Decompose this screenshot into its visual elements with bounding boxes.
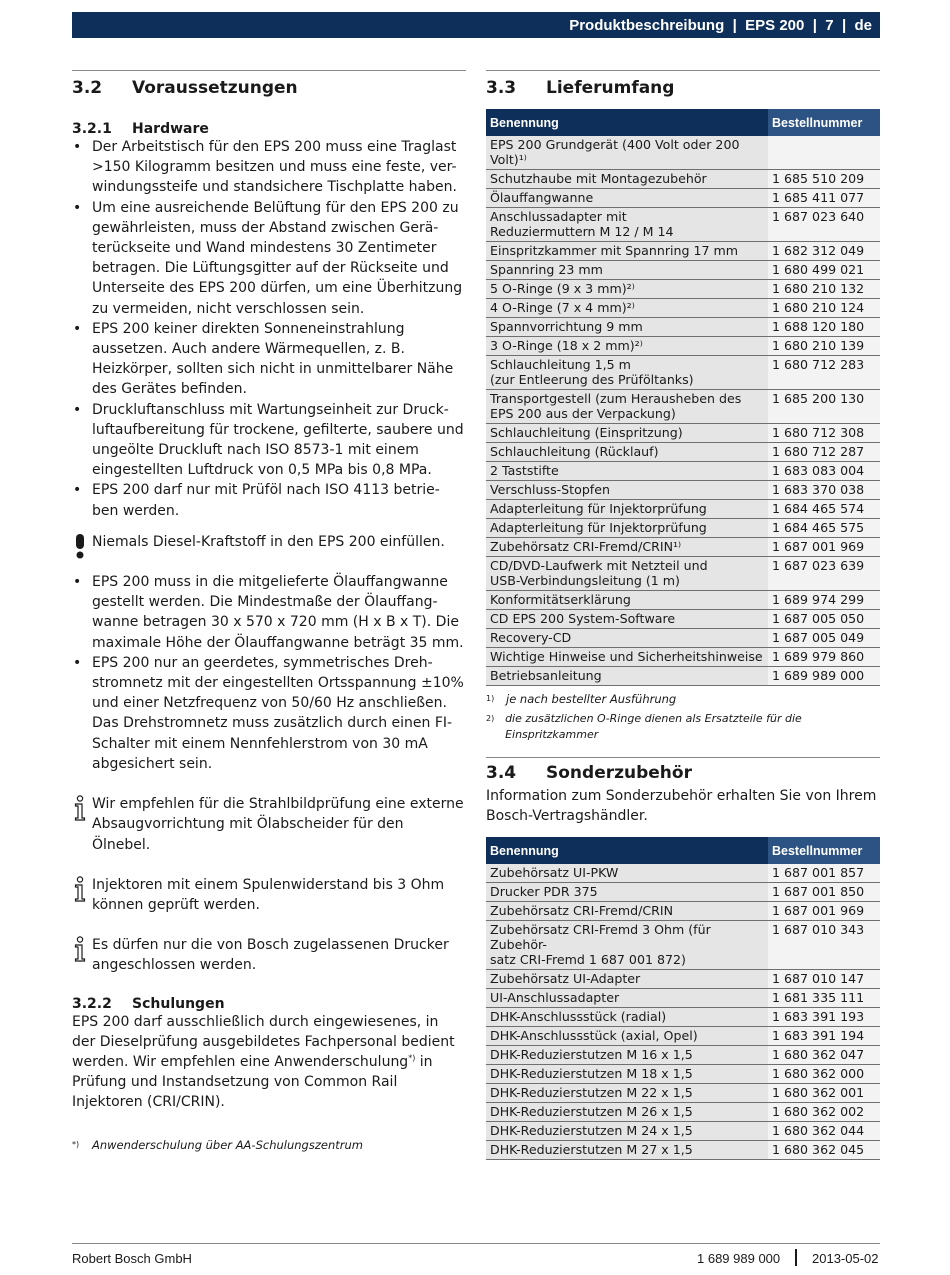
part-name-cell: Ölauffangwanne [486,189,768,208]
table-row [486,591,880,610]
table-row [486,242,880,261]
part-name-cell: 5 O-Ringe (9 x 3 mm)²⁾ [486,280,768,299]
order-number-cell: 1 687 023 640 [768,208,880,242]
table-row [486,280,880,299]
part-name-cell: Drucker PDR 375 [486,883,768,902]
section-rule [72,70,466,71]
table-row [486,1084,880,1103]
table-row [486,1027,880,1046]
order-number-cell: 1 680 712 287 [768,443,880,462]
list-item: • EPS 200 nur an geerdetes, symmetrisches Dreh-stromnetz mit der eingestellten Ortsspannung ±10% und einer Netzfrequenz von 50/60 Hz anschließen. Das Drehstromnetz muss zusätzlich durch einen FI-Schalter mit einem Nennfehlerstrom von 30 mA abgesichert sein. [72,653,466,774]
section-rule [486,757,880,758]
part-name-cell: Zubehörsatz CRI-Fremd 3 Ohm (für Zubehör- satz CRI-Fremd 1 687 001 872) [486,921,768,970]
part-name-cell: CD/DVD-Laufwerk mit Netzteil und USB-Verbindungsleitung (1 m) [486,557,768,591]
order-number-cell: 1 687 010 147 [768,970,880,989]
table-row [486,1065,880,1084]
footer-rule [72,1243,880,1244]
part-name-cell: DHK-Reduzierstutzen M 24 x 1,5 [486,1122,768,1141]
order-number-cell: 1 689 974 299 [768,591,880,610]
exclamation-icon [72,533,88,559]
section-rule [486,70,880,71]
order-number-cell: 1 680 362 000 [768,1065,880,1084]
order-number-cell: 1 680 210 132 [768,280,880,299]
table-row [486,462,880,481]
table-row [486,424,880,443]
part-name-cell: Einspritzkammer mit Spannring 17 mm [486,242,768,261]
order-number-cell: 1 687 001 857 [768,864,880,883]
order-number-cell: 1 680 210 124 [768,299,880,318]
footer-separator [795,1249,797,1266]
part-name-cell: Schlauchleitung (Einspritzung) [486,424,768,443]
header-page-number: 7 [825,16,834,34]
part-name-cell: Adapterleitung für Injektorprüfung [486,519,768,538]
part-name-cell: CD EPS 200 System-Software [486,610,768,629]
table-row [486,538,880,557]
header-separator: | [841,16,847,34]
accessories-table [486,837,880,1160]
part-name-cell: DHK-Reduzierstutzen M 27 x 1,5 [486,1141,768,1160]
header-language: de [854,16,872,34]
part-name-cell: DHK-Reduzierstutzen M 16 x 1,5 [486,1046,768,1065]
order-number-cell: 1 681 335 111 [768,989,880,1008]
part-name-cell: DHK-Anschlussstück (axial, Opel) [486,1027,768,1046]
info-note: Injektoren mit einem Spulenwiderstand bis 3 Ohm können geprüft werden. [72,875,466,915]
footer-company: Robert Bosch GmbH [72,1251,192,1266]
part-name-cell: Zubehörsatz CRI-Fremd/CRIN¹⁾ [486,538,768,557]
order-number-cell: 1 689 989 000 [768,667,880,686]
order-number-cell [768,136,880,170]
info-notes [72,794,466,975]
order-number-cell: 1 687 001 850 [768,883,880,902]
part-name-cell: Zubehörsatz UI-PKW [486,864,768,883]
table-row [486,519,880,538]
table-row [486,318,880,337]
table-row [486,1122,880,1141]
column-header-name: Benennung [486,837,768,864]
column-header-name: Benennung [486,109,768,136]
list-item: • Um eine ausreichende Belüftung für den EPS 200 zu gewährleisten, muss der Abstand zwischen Gerä-terückseite und Wand mindestens 30 Zentimeter betragen. Die Lüftungsgitter auf der Rückseite und Unterseite des EPS 200 dürfen, um eine Überhitzung zu vermeiden, nicht verschlossen sein. [72,198,466,319]
table-row [486,629,880,648]
footnote-1: 1) je nach bestellter Ausführung [486,692,677,706]
order-number-cell: 1 689 979 860 [768,648,880,667]
table-row [486,170,880,189]
order-number-cell: 1 688 120 180 [768,318,880,337]
warning-note: Niemals Diesel-Kraftstoff in den EPS 200 einfüllen. [72,532,466,552]
table-row [486,610,880,629]
part-name-cell: 2 Taststifte [486,462,768,481]
info-note: Es dürfen nur die von Bosch zugelassenen Drucker angeschlossen werden. [72,935,466,975]
table-row [486,667,880,686]
accessories-intro: Information zum Sonderzubehör erhalten Sie von Ihrem Bosch-Vertragshändler. [486,788,877,825]
order-number-cell: 1 687 005 050 [768,610,880,629]
order-number-cell: 1 683 391 194 [768,1027,880,1046]
hardware-requirements-list [72,137,466,521]
order-number-cell: 1 680 712 283 [768,356,880,390]
order-number-cell: 1 680 362 002 [768,1103,880,1122]
header-separator: | [812,16,817,34]
left-column [72,70,466,1153]
header-separator: | [732,16,737,34]
table-header-row [486,837,880,864]
order-number-cell: 1 684 465 575 [768,519,880,538]
part-name-cell: Betriebsanleitung [486,667,768,686]
part-name-cell: 4 O-Ringe (7 x 4 mm)²⁾ [486,299,768,318]
part-name-cell: DHK-Anschlussstück (radial) [486,1008,768,1027]
part-name-cell: Schutzhaube mit Montagezubehör [486,170,768,189]
part-name-cell: Spannring 23 mm [486,261,768,280]
subsection-heading-hardware: 3.2.1 Hardware [72,121,209,137]
column-header-order-number: Bestellnummer [768,109,880,136]
part-name-cell: Anschlussadapter mit Reduziermuttern M 12 / M 14 [486,208,768,242]
part-name-cell: UI-Anschlussadapter [486,989,768,1008]
section-heading-3-3: 3.3 Lieferumfang [486,78,675,98]
order-number-cell: 1 682 312 049 [768,242,880,261]
table-row [486,481,880,500]
table-row [486,261,880,280]
table-row [486,864,880,883]
part-name-cell: Konformitätserklärung [486,591,768,610]
table-row [486,921,880,970]
part-name-cell: EPS 200 Grundgerät (400 Volt oder 200 Volt)¹⁾ [486,136,768,170]
table-row [486,1046,880,1065]
right-column [486,70,880,1160]
table-row [486,500,880,519]
order-number-cell: 1 680 362 001 [768,1084,880,1103]
table-row [486,1103,880,1122]
header-section: Produktbeschreibung [569,16,725,34]
order-number-cell: 1 680 362 047 [768,1046,880,1065]
page-header [72,12,880,38]
order-number-cell: 1 687 010 343 [768,921,880,970]
delivery-table [486,109,880,686]
part-name-cell: DHK-Reduzierstutzen M 18 x 1,5 [486,1065,768,1084]
part-name-cell: DHK-Reduzierstutzen M 22 x 1,5 [486,1084,768,1103]
order-number-cell: 1 683 083 004 [768,462,880,481]
header-product: EPS 200 [745,16,805,34]
order-number-cell: 1 685 200 130 [768,390,880,424]
footnote-2: 2) die zusätzlichen O-Ringe dienen als Ersatzteile für die Einspritzkammer [486,712,802,741]
table-row [486,443,880,462]
part-name-cell: Recovery-CD [486,629,768,648]
footer-doc-number: 1 689 989 000 [697,1251,781,1266]
section-heading-3-2: 3.2 Voraussetzungen [72,78,298,98]
order-number-cell: 1 685 510 209 [768,170,880,189]
order-number-cell: 1 680 362 044 [768,1122,880,1141]
order-number-cell: 1 680 499 021 [768,261,880,280]
order-number-cell: 1 680 362 045 [768,1141,880,1160]
table-row [486,189,880,208]
table-row [486,1008,880,1027]
info-icon [72,795,88,821]
table-row [486,557,880,591]
order-number-cell: 1 683 370 038 [768,481,880,500]
training-paragraph: EPS 200 darf ausschließlich durch eingewiesenes, in der Dieselprüfung ausgebildetes Fachpersonal bedient werden. Wir empfehlen eine Anwenderschulung*) in Prüfung und Instandsetzung von Common Rail Injektoren (CRI/CRIN). [72,1013,455,1111]
part-name-cell: Zubehörsatz UI-Adapter [486,970,768,989]
info-note: Wir empfehlen für die Strahlbildprüfung eine externe Absaugvorrichtung mit Ölabscheider für den Ölnebel. [72,794,466,855]
part-name-cell: Zubehörsatz CRI-Fremd/CRIN [486,902,768,921]
section-heading-3-4: 3.4 Sonderzubehör [486,763,692,783]
training-footnote: *) Anwenderschulung über AA-Schulungszentrum [72,1137,363,1152]
order-number-cell: 1 687 001 969 [768,902,880,921]
info-icon [72,936,88,962]
table-row [486,208,880,242]
table-row [486,648,880,667]
part-name-cell: Spannvorrichtung 9 mm [486,318,768,337]
table-row [486,136,880,170]
order-number-cell: 1 683 391 193 [768,1008,880,1027]
list-item: • EPS 200 muss in die mitgelieferte Ölauffangwanne gestellt werden. Die Mindestmaße der Ölauffang-wanne betragen 30 x 570 x 720 mm (H x B x T). Die maximale Höhe der Ölauffangwanne beträgt 35 mm. [72,572,466,653]
part-name-cell: Verschluss-Stopfen [486,481,768,500]
installation-requirements-list [72,572,466,774]
part-name-cell: Schlauchleitung 1,5 m (zur Entleerung des Prüföltanks) [486,356,768,390]
part-name-cell: Wichtige Hinweise und Sicherheitshinweise [486,648,768,667]
footer-date: 2013-05-02 [812,1251,879,1266]
list-item: • EPS 200 keiner direkten Sonneneinstrahlung aussetzen. Auch andere Wärmequellen, z. B. Heizkörper, sollten sich nicht in unmittelbarer Nähe des Gerätes befinden. [72,319,466,400]
order-number-cell: 1 687 005 049 [768,629,880,648]
table-header-row [486,109,880,136]
table-row [486,299,880,318]
list-item: • EPS 200 darf nur mit Prüföl nach ISO 4113 betrie-ben werden. [72,480,466,520]
part-name-cell: Schlauchleitung (Rücklauf) [486,443,768,462]
table-row [486,883,880,902]
part-name-cell: 3 O-Ringe (18 x 2 mm)²⁾ [486,337,768,356]
table-row [486,356,880,390]
order-number-cell: 1 684 465 574 [768,500,880,519]
table-row [486,989,880,1008]
part-name-cell: Transportgestell (zum Herausheben des EPS 200 aus der Verpackung) [486,390,768,424]
table-row [486,970,880,989]
order-number-cell: 1 685 411 077 [768,189,880,208]
table-row [486,337,880,356]
subsection-heading-training: 3.2.2 Schulungen [72,995,225,1012]
order-number-cell: 1 687 023 639 [768,557,880,591]
table-row [486,390,880,424]
order-number-cell: 1 680 712 308 [768,424,880,443]
part-name-cell: Adapterleitung für Injektorprüfung [486,500,768,519]
part-name-cell: DHK-Reduzierstutzen M 26 x 1,5 [486,1103,768,1122]
order-number-cell: 1 680 210 139 [768,337,880,356]
table-row [486,902,880,921]
list-item: • Der Arbeitstisch für den EPS 200 muss eine Traglast >150 Kilogramm besitzen und muss eine feste, ver-windungssteife und standsichere Tischplatte haben. [72,137,466,198]
order-number-cell: 1 687 001 969 [768,538,880,557]
table-row [486,1141,880,1160]
column-header-order-number: Bestellnummer [768,837,880,864]
info-icon [72,876,88,902]
list-item: • Druckluftanschluss mit Wartungseinheit zur Druck-luftaufbereitung für trockene, gefilterte, saubere und ungeölte Druckluft nach ISO 8573-1 mit einem eingestellten Luftdruck von 0,5 MPa bis 0,8 MPa. [72,400,466,481]
